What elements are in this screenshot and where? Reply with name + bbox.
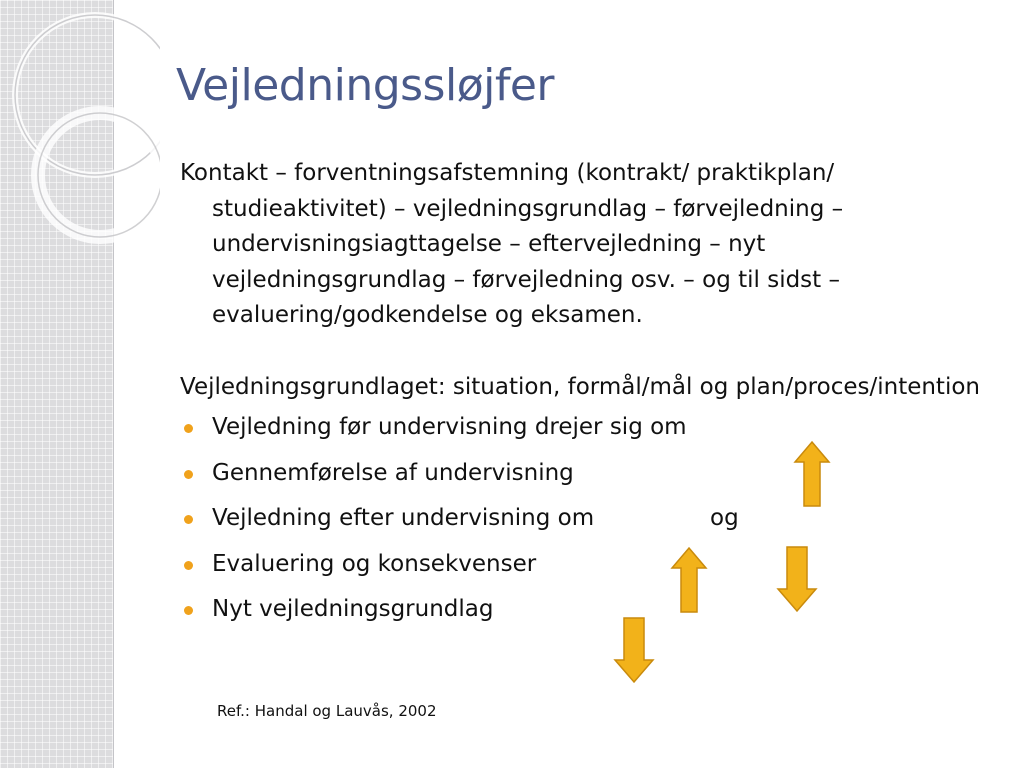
bullet-item [180, 542, 980, 588]
bullet-item [180, 587, 980, 633]
arrow-down-icon [776, 545, 818, 613]
decorative-swirl [0, 0, 160, 260]
slide-body [180, 156, 980, 633]
bullet-text: Nyt vejledningsgrundlag [212, 596, 494, 622]
arrow-down-icon [613, 616, 655, 684]
bullet-list [180, 405, 980, 633]
arrow-up-icon [670, 546, 708, 614]
slide-title: Vejledningssløjfer [176, 60, 554, 111]
og-word: og [710, 505, 739, 531]
spacer [180, 334, 980, 370]
bullet-dot-icon [184, 424, 193, 433]
paragraph-loop: Kontakt – forventningsafstemning (kontrakt/ praktikplan/ studieaktivitet) – vejledningsgrundlag – førvejledning – undervisningsiagttagelse – eftervejledning – nyt vejledningsgrundlag – førvejledning osv. – og til sidst – evaluering/godkendelse og eksamen. [180, 160, 844, 328]
bullet-text: Evaluering og konsekvenser [212, 550, 537, 577]
bullet-dot-icon [184, 606, 193, 615]
reference-note: Ref.: Handal og Lauvås, 2002 [217, 702, 437, 720]
bullet-item [180, 405, 980, 451]
arrow-up-icon [793, 440, 831, 508]
bullet-dot-icon [184, 470, 193, 479]
paragraph-basis: Vejledningsgrundlaget: situation, formål/mål og plan/proces/intention [180, 373, 980, 400]
bullet-dot-icon [184, 515, 193, 524]
bullet-item [180, 496, 980, 542]
bullet-text: Vejledning efter undervisning om [212, 505, 595, 531]
bullet-text: Gennemførelse af undervisning [212, 459, 574, 486]
bullet-text: Vejledning før undervisning drejer sig om [212, 414, 687, 440]
bullet-dot-icon [184, 561, 193, 570]
bullet-item [180, 451, 980, 497]
